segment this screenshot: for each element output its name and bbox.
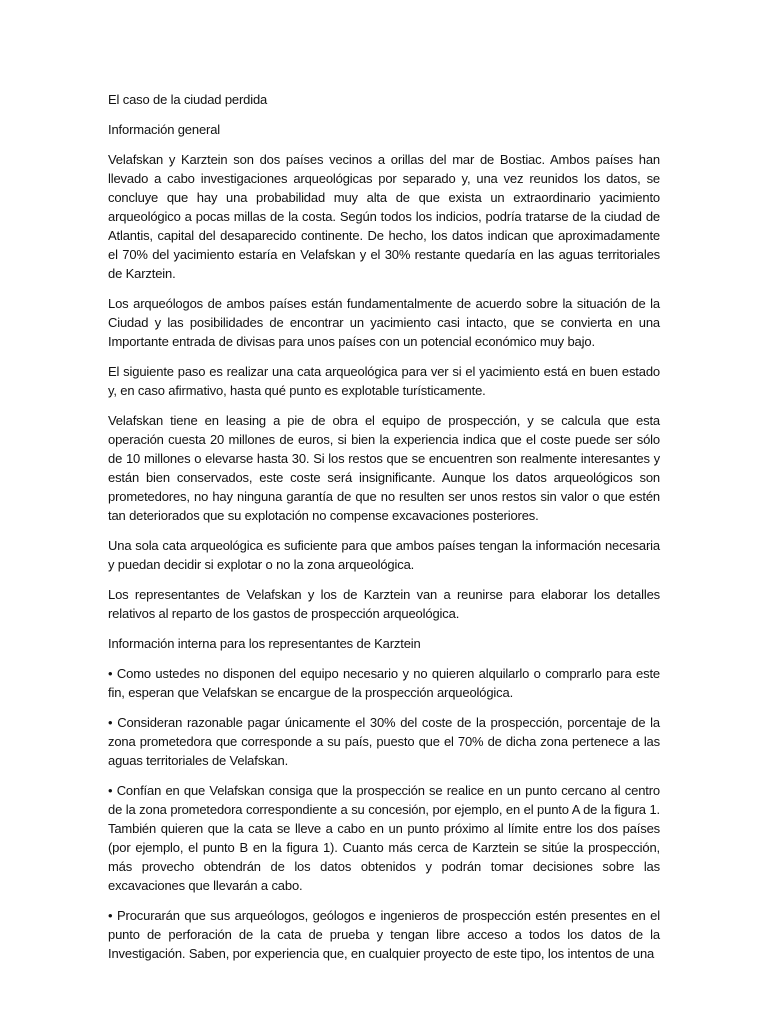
bullet-item: [108, 906, 660, 963]
document-title: El caso de la ciudad perdida: [108, 92, 268, 107]
bullet-icon: •: [108, 666, 113, 681]
paragraph: Los arqueólogos de ambos países están fundamentalmente de acuerdo sobre la situación de la Ciudad y las posibilidades de encontrar un yacimiento casi intacto, que se convierta en una Importante entrada de divisas para unos países con un potencial económico muy bajo.: [108, 296, 660, 349]
bullet-icon: •: [108, 715, 113, 730]
bullet-item: [108, 664, 660, 702]
paragraph: Los representantes de Velafskan y los de Karztein van a reunirse para elaborar los detalles relativos al reparto de los gastos de prospección arqueológica.: [108, 587, 660, 621]
bullet-text: Consideran razonable pagar únicamente el 30% del coste de la prospección, porcentaje de la zona prometedora que corresponde a su país, puesto que el 70% de dicha zona pertenece a las aguas territoriales de Velafskan.: [108, 715, 660, 768]
section-heading-internal: Información interna para los representantes de Karztein: [108, 636, 421, 651]
paragraph: Velafskan tiene en leasing a pie de obra el equipo de prospección, y se calcula que esta operación cuesta 20 millones de euros, si bien la experiencia indica que el coste puede ser sólo de 10 millones o elevarse hasta 30. Si los restos que se encuentren son realmente interesantes y están bien conservados, este coste será insignificante. Aunque los datos arqueológicos son prometedores, no hay ninguna garantía de que no resulten ser unos restos sin valor o que estén tan deteriorados que su explotación no compense excavaciones posteriores.: [108, 413, 660, 523]
paragraph: Velafskan y Karztein son dos países vecinos a orillas del mar de Bostiac. Ambos países han llevado a cabo investigaciones arqueológicas por separado y, una vez reunidos los datos, se concluye que hay una probabilidad muy alta de que exista un extraordinario yacimiento arqueológico a pocas millas de la costa. Según todos los indicios, podría tratarse de la ciudad de Atlantis, capital del desaparecido continente. De hecho, los datos indican que aproximadamente el 70% del yacimiento estaría en Velafskan y el 30% restante quedaría en las aguas territoriales de Karztein.: [108, 152, 660, 281]
paragraph: El siguiente paso es realizar una cata arqueológica para ver si el yacimiento está en buen estado y, en caso afirmativo, hasta qué punto es explotable turísticamente.: [108, 364, 660, 398]
bullet-icon: •: [108, 908, 113, 923]
bullet-text: Procurarán que sus arqueólogos, geólogos e ingenieros de prospección estén presentes en el punto de perforación de la cata de prueba y tengan libre acceso a todos los datos de la Investigación. Saben, por experiencia que, en cualquier proyecto de este tipo, los intentos de una: [108, 908, 660, 961]
bullet-item: [108, 781, 660, 895]
bullet-icon: •: [108, 783, 113, 798]
bullet-text: Como ustedes no disponen del equipo necesario y no quieren alquilarlo o comprarlo para este fin, esperan que Velafskan se encargue de la prospección arqueológica.: [108, 666, 660, 700]
bullet-text: Confían en que Velafskan consiga que la prospección se realice en un punto cercano al centro de la zona prometedora correspondiente a su concesión, por ejemplo, en el punto A de la figura 1. También quieren que la cata se lleve a cabo en un punto próximo al límite entre los dos países (por ejemplo, el punto B en la figura 1). Cuanto más cerca de Karztein se sitúe la prospección, más provecho obtendrán de los datos obtenidos y podrán tomar decisiones sobre las excavaciones que llevarán a cabo.: [108, 783, 660, 893]
document-page: [108, 90, 660, 974]
paragraph: Una sola cata arqueológica es suficiente para que ambos países tengan la información necesaria y puedan decidir si explotar o no la zona arqueológica.: [108, 538, 660, 572]
bullet-item: [108, 713, 660, 770]
section-heading-general: Información general: [108, 122, 221, 137]
